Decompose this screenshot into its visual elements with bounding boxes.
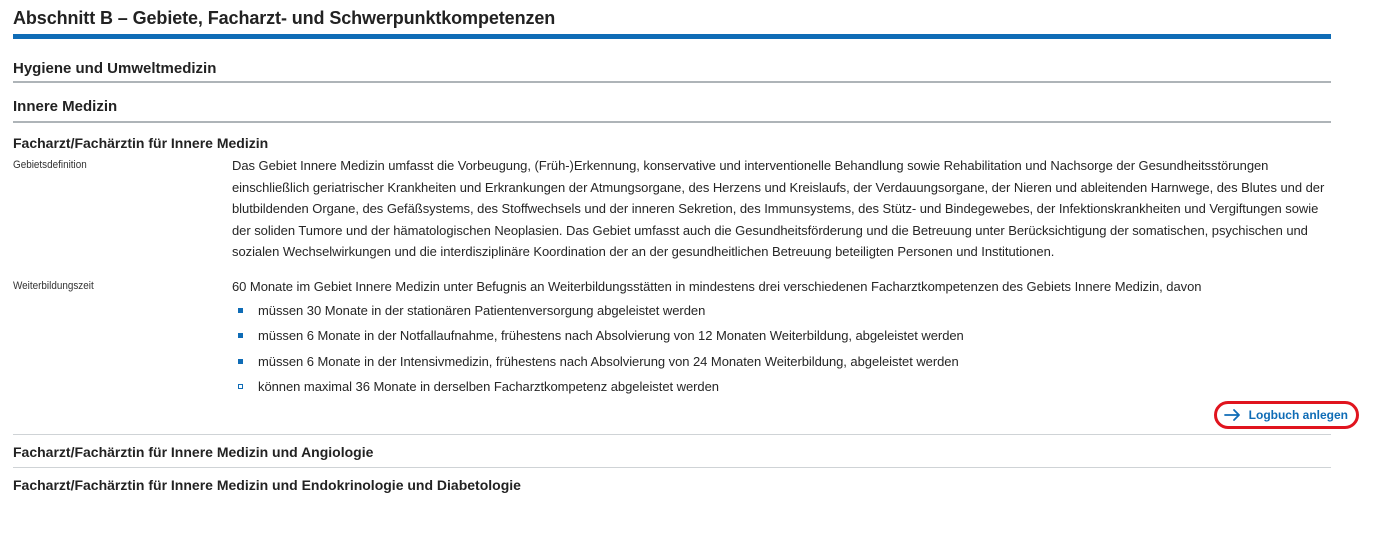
facharzt-endokrinologie-link[interactable]: Facharzt/Fachärztin für Innere Medizin und Endokrinologie und Diabetologie bbox=[13, 476, 521, 493]
bullet-icon bbox=[238, 308, 243, 313]
facharzt-angiologie-link[interactable]: Facharzt/Fachärztin für Innere Medizin und Angiologie bbox=[13, 443, 374, 460]
logbook-row bbox=[13, 400, 1348, 434]
bullet-icon bbox=[238, 359, 243, 364]
logbook-label: Logbuch anlegen bbox=[1248, 407, 1348, 422]
content bbox=[13, 0, 1348, 500]
weiterbildungszeit-list bbox=[232, 298, 1331, 400]
logbook-button[interactable] bbox=[1214, 401, 1359, 429]
arrow-right-circle-icon bbox=[1223, 407, 1243, 423]
area-hygiene[interactable]: Hygiene und Umweltmedizin bbox=[13, 60, 217, 77]
weiterbildungszeit-label: Weiterbildungszeit bbox=[13, 279, 94, 292]
definition-label: Gebietsdefinition bbox=[13, 159, 87, 171]
section-title: Abschnitt B – Gebiete, Facharzt- und Schwerpunktkompetenzen bbox=[13, 8, 556, 28]
area-innere-medizin[interactable]: Innere Medizin bbox=[13, 98, 118, 115]
list-item bbox=[232, 298, 1331, 324]
weiterbildungszeit-content bbox=[232, 276, 1331, 400]
hollow-bullet-icon bbox=[238, 384, 243, 389]
list-item bbox=[232, 349, 1331, 375]
list-item bbox=[232, 323, 1331, 349]
list-item bbox=[232, 374, 1331, 400]
list-item-text: müssen 30 Monate in der stationären Patientenversorgung abgeleistet werden bbox=[258, 302, 706, 318]
definition-text: Das Gebiet Innere Medizin umfasst die Vorbeugung, (Früh-)Erkennung, konservative und interventionelle Behandlung sowie Rehabilitation und Nachsorge der Gesundheitsstörungen einschließlich geriatrischer Krankheiten und Erkrankungen der Atmungsorgane, des Herzens und Kreislaufs, der Verdauungsorgane, der Nieren und ableitenden Harnwege, des Blutes und der blutbildenden Organe, des Gefäßsystems, des Stoffwechsels und der inneren Sekretion, des Immunsystems, des Stütz- und Bindegewebes, der Infektionskrankheiten und Vergiftungen sowie der soliden Tumore und der hämatologischen Neoplasien. Das Gebiet umfasst auch die Gesundheitsförderung und die Betreuung unter Berücksichtigung der somatischen, psychischen und sozialen Wechselwirkungen und die interdisziplinäre Koordination der an der gesundheitlichen Betreuung beteiligten Personen und Institutionen. bbox=[232, 158, 1325, 260]
facharzt-title: Facharzt/Fachärztin für Innere Medizin bbox=[13, 135, 269, 151]
weiterbildungszeit-row bbox=[13, 276, 1331, 400]
bullet-icon bbox=[238, 333, 243, 338]
definition-row bbox=[13, 155, 1331, 263]
list-item-text: müssen 6 Monate in der Notfallaufnahme, frühestens nach Absolvierung von 12 Monaten Weiterbildung, abgeleistet werden bbox=[258, 328, 964, 344]
list-item-text: können maximal 36 Monate in derselben Facharztkompetenz abgeleistet werden bbox=[258, 379, 719, 395]
list-item-text: müssen 6 Monate in der Intensivmedizin, frühestens nach Absolvierung von 24 Monaten Weiterbildung, abgeleistet werden bbox=[258, 353, 959, 369]
weiterbildungszeit-text: 60 Monate im Gebiet Innere Medizin unter Befugnis an Weiterbildungsstätten in mindestens drei verschiedenen Facharztkompetenzen des Gebiets Innere Medizin, davon bbox=[232, 278, 1202, 294]
